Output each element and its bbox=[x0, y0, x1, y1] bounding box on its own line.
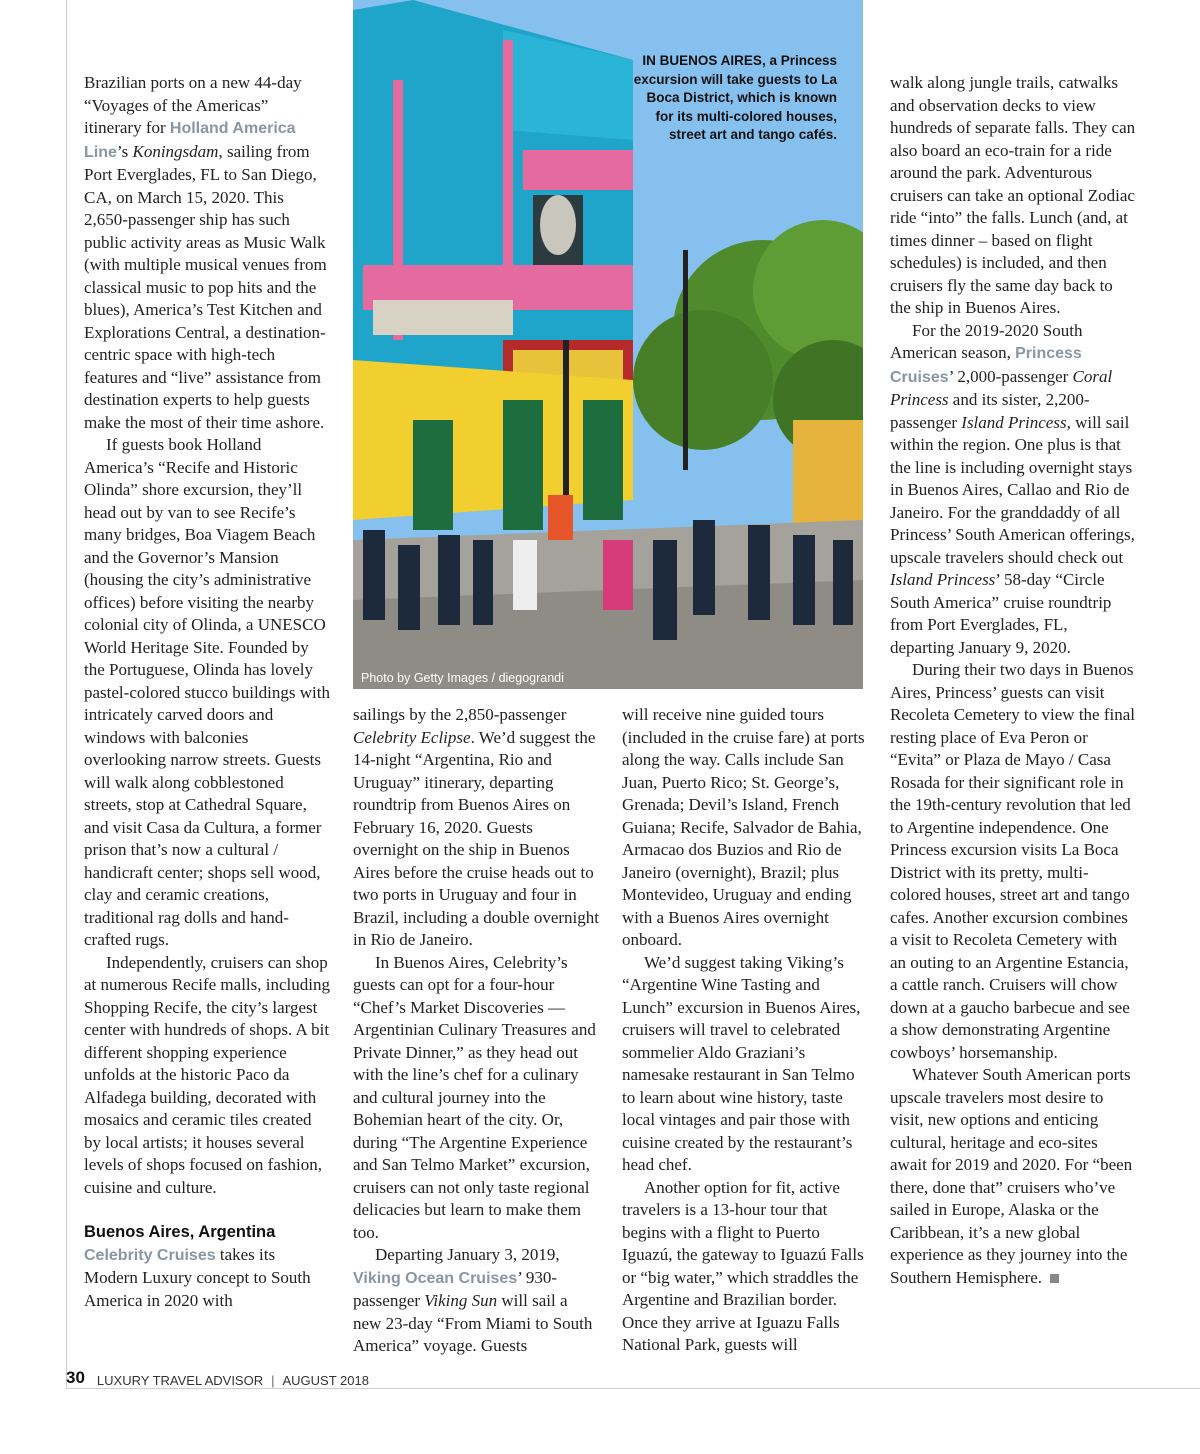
paragraph: We’d suggest taking Viking’s “Argentine Wine Tasting and Lunch” excursion in Buenos Aires, cruisers will travel to celebrated sommelier Aldo Graziani’s namesake restaurant in San Telmo to learn about wine history, taste local vintages and pair those with cuisine created by the restaurant’s head chef. bbox=[622, 952, 861, 1174]
photo-credit: Photo by Getty Images / diegograndi bbox=[361, 671, 564, 685]
cruise-line-name: Holland America Line bbox=[84, 120, 296, 161]
cruise-line-name: Viking Ocean Cruises bbox=[353, 1269, 518, 1287]
publication-name: LUXURY TRAVEL ADVISOR bbox=[96, 1373, 264, 1388]
paragraph: sailings by the 2,850-passenger Celebrity Eclipse. We’d suggest the 14-night “Argentina, Rio and Uruguay” itinerary, departing roundtrip from Buenos Aires on February 16, 2020. Guests overnight on the ship in Buenos Aires before the cruise heads out to two ports in Uruguay and four in Brazil, including a double overnight in Rio de Janeiro. bbox=[353, 705, 599, 949]
ship-name: Viking Sun bbox=[424, 1291, 498, 1310]
end-of-article-icon bbox=[1050, 1274, 1059, 1283]
column-2 bbox=[353, 704, 599, 1364]
ship-name: Island Princess, bbox=[961, 412, 1071, 432]
ship-name: Island Princess bbox=[890, 570, 996, 589]
paragraph: During their two days in Buenos Aires, Princess’ guests can visit Recoleta Cemetery to view the final resting place of Eva Peron or “Evita” or Plaza de Mayo / Casa Rosada for their significant role in the 19th-century revolution that led to Argentine independence. One Princess excursion visits La Boca District with its pretty, multi-colored houses, street art and tango cafes. Another excursion combines a visit to Recoleta Cemetery with an outing to an Argentine Estancia, a cattle ranch. Cruisers will chow down at a gaucho barbecue and see a show demonstrating Argentine cowboys’ horsemanship. bbox=[890, 660, 1135, 1062]
paragraph: Independently, cruisers can shop at numerous Recife malls, including Shopping Recife, the city’s largest center with hundreds of shops. A bit different shopping experience unfolds at the historic Paco da Alfadega building, decorated with mosaics and ceramic tiles created by local artists; it houses several levels of shops focused on fashion, cuisine and culture. bbox=[84, 952, 330, 1197]
footer-separator: | bbox=[271, 1373, 275, 1388]
page-footer bbox=[66, 1368, 369, 1388]
column-4 bbox=[890, 72, 1136, 1362]
paragraph: Celebrity Cruises takes its Modern Luxury concept to South America in 2020 with bbox=[84, 1244, 311, 1310]
paragraph: walk along jungle trails, catwalks and observation decks to view hundreds of separate falls. They can also board an eco-train for a ride around the park. Adventurous cruisers can take an optional Zodiac ride “into” the falls. Lunch (and, at times dinner – based on flight schedules) is included, and then cruisers fly the same day back to the ship in Buenos Aires. bbox=[890, 73, 1136, 317]
column-1 bbox=[84, 72, 330, 1362]
la-boca-photo bbox=[353, 0, 863, 689]
ship-name: Koningsdam bbox=[132, 141, 219, 161]
vertical-rule bbox=[66, 0, 67, 1388]
photo-caption: IN BUENOS AIRES, a Princess excursion will take guests to La Boca District, which is known for its multi-colored houses, street art and tango cafés. bbox=[633, 53, 837, 143]
paragraph: Whatever South American ports upscale travelers most desire to visit, new options and enticing cultural, heritage and eco-sites await for 2019 and 2020. For “been there, done that” cruisers who’ve sailed in Europe, Alaska or the Caribbean, it’s a new global experience as they journey into the Southern Hemisphere. bbox=[890, 1065, 1133, 1287]
ship-name: Celebrity Eclipse bbox=[353, 727, 471, 747]
ship-name: Coral Princess bbox=[890, 366, 1113, 409]
paragraph: Another option for fit, active travelers is a 13-hour tour that begins with a flight to Puerto Iguazú, the gateway to Iguazú Falls or “big water,” which straddles the Argentine and Brazilian border. Once they arrive at Iguazu Falls National Park, guests will bbox=[622, 1177, 864, 1354]
cruise-line-name: Celebrity Cruises bbox=[84, 1246, 216, 1264]
cruise-line-name: Princess Cruises bbox=[890, 345, 1082, 386]
page-number: 30 bbox=[66, 1368, 85, 1387]
paragraph: Departing January 3, 2019, Viking Ocean Cruises’ 930-passenger Viking Sun will sail a new 23-day “From Miami to South America” voyage. Guests bbox=[353, 1245, 593, 1355]
footer-rule bbox=[66, 1388, 1200, 1389]
paragraph: If guests book Holland America’s “Recife and Historic Olinda” shore excursion, they’ll head out by van to see Recife’s many bridges, Boa Viagem Beach and the Governor’s Mansion (housing the city’s administrative offices) before visiting the nearby colonial city of Olinda, a UNESCO World Heritage Site. Founded by the Portuguese, Olinda has lovely pastel-colored stucco buildings with intricately carved doors and windows with balconies overlooking narrow streets. Guests will walk along cobblestoned streets, stop at Cathedral Square, and visit Casa da Cultura, a former prison that’s now a cultural / handicraft center; shops sell wood, clay and ceramic creations, traditional rag dolls and hand-crafted rugs. bbox=[84, 435, 330, 949]
paragraph: Brazilian ports on a new 44-day “Voyages of the Americas” itinerary for Holland America Line’s Koningsdam, sailing from Port Everglades, FL to San Diego, CA, on March 15, 2020. This 2,650-passenger ship has such public activity areas as Music Walk (with multiple musical venues from classical music to pop hits and the blues), America’s Test Kitchen and Explorations Central, a destination-centric space with high-tech features and “live” assistance from destination experts to help guests make the most of their time ashore. bbox=[84, 73, 327, 432]
paragraph: will receive nine guided tours (included in the cruise fare) at ports along the way. Calls include San Juan, Puerto Rico; St. George’s, Grenada; Devil’s Island, French Guiana; Recife, Salvador de Bahia, Armacao dos Buzios and Rio de Janeiro (overnight), Brazil; plus Montevideo, Uruguay and ending with a Buenos Aires overnight onboard. bbox=[622, 705, 865, 949]
section-subheading: Buenos Aires, Argentina bbox=[84, 1223, 276, 1241]
issue-date: AUGUST 2018 bbox=[282, 1373, 369, 1388]
paragraph: For the 2019-2020 South American season, Princess Cruises’ 2,000-passenger Coral Princess and its sister, 2,200-passenger Island Princess, will sail within the region. One plus is that the line is including overnight stays in Buenos Aires, Callao and Rio de Janeiro. For the granddaddy of all Princess’ South American offerings, upscale travelers should check out Island Princess’ 58-day “Circle South America” cruise roundtrip from Port Everglades, FL, departing January 9, 2020. bbox=[890, 320, 1135, 657]
paragraph: In Buenos Aires, Celebrity’s guests can opt for a four-hour “Chef’s Market Discoveries — Argentinian Culinary Treasures and Private Dinner,” as they head out with the line’s chef for a culinary and cultural journey into the Bohemian heart of the city. Or, during “The Argentine Experience and San Telmo Market” excursion, cruisers can not only taste regional delicacies but learn to make them too. bbox=[353, 952, 596, 1242]
column-3 bbox=[622, 704, 868, 1364]
